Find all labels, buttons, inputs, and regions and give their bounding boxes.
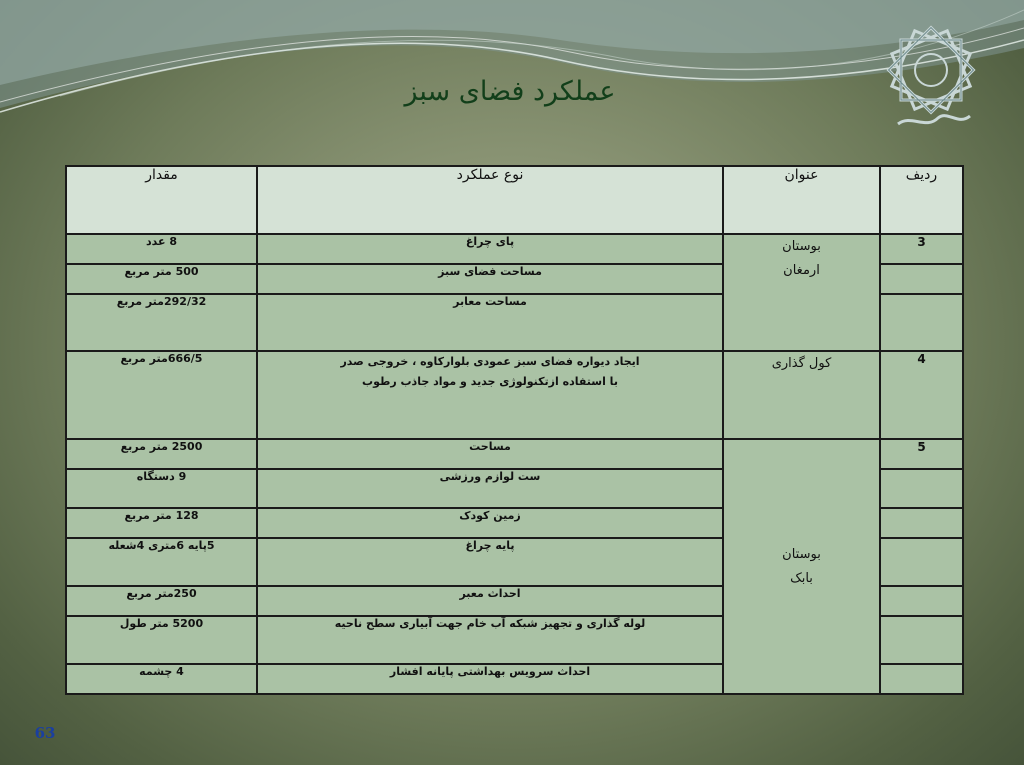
row-number-empty [880, 294, 963, 351]
row-amount: 666/5متر مربع [66, 351, 257, 439]
row-title: بوستان ارمغان [723, 234, 880, 351]
row-amount: 5پایه 6متری 4شعله [66, 538, 257, 586]
row-amount: 4 چشمه [66, 664, 257, 694]
row-amount: 250متر مربع [66, 586, 257, 616]
table-row [66, 439, 963, 469]
green-space-performance-table [65, 165, 964, 695]
row-type: مساحت فضای سبز [257, 264, 723, 294]
row-type: احداث سرویس بهداشتی پایانه افشار [257, 664, 723, 694]
row-type: ایجاد دیواره فضای سبز عمودی بلوارکاوه ، خروجی صدر با استفاده ازتکنولوژی جدید و مواد جاذب رطوب [257, 351, 723, 439]
municipality-star-emblem [876, 18, 986, 138]
row-number-empty [880, 664, 963, 694]
row-title: بوستان بابک [723, 439, 880, 694]
row-type: مساحت [257, 439, 723, 469]
page-number: 63 [34, 724, 56, 742]
row-number-empty [880, 616, 963, 664]
row-number-empty [880, 469, 963, 508]
row-type: پایه چراغ [257, 538, 723, 586]
decorative-wave [0, 0, 1024, 130]
row-amount: 292/32متر مربع [66, 294, 257, 351]
table-row [66, 351, 963, 439]
row-number: 3 [880, 234, 963, 264]
row-number-empty [880, 586, 963, 616]
table-row [66, 234, 963, 264]
row-amount: 8 عدد [66, 234, 257, 264]
row-amount: 2500 متر مربع [66, 439, 257, 469]
header-meghdar: مقدار [66, 166, 257, 234]
row-type: زمین کودک [257, 508, 723, 538]
row-number: 5 [880, 439, 963, 469]
row-title: کول گذاری [723, 351, 880, 439]
row-type: لوله گذاری و تجهیز شبکه آب خام جهت آبیاری سطح ناحیه [257, 616, 723, 664]
header-noe-amalkard: نوع عملکرد [257, 166, 723, 234]
row-type: ست لوازم ورزشی [257, 469, 723, 508]
row-type: احداث معبر [257, 586, 723, 616]
row-amount: 128 متر مربع [66, 508, 257, 538]
slide-title: عملکرد فضای سبز [404, 76, 616, 107]
row-number: 4 [880, 351, 963, 439]
row-amount: 5200 متر طول [66, 616, 257, 664]
row-amount: 9 دستگاه [66, 469, 257, 508]
row-type: مساحت معابر [257, 294, 723, 351]
table-header-row [66, 166, 963, 234]
row-type: پای چراغ [257, 234, 723, 264]
header-onvan: عنوان [723, 166, 880, 234]
row-number-empty [880, 508, 963, 538]
row-number-empty [880, 538, 963, 586]
row-number-empty [880, 264, 963, 294]
header-radif: ردیف [880, 166, 963, 234]
row-amount: 500 متر مربع [66, 264, 257, 294]
